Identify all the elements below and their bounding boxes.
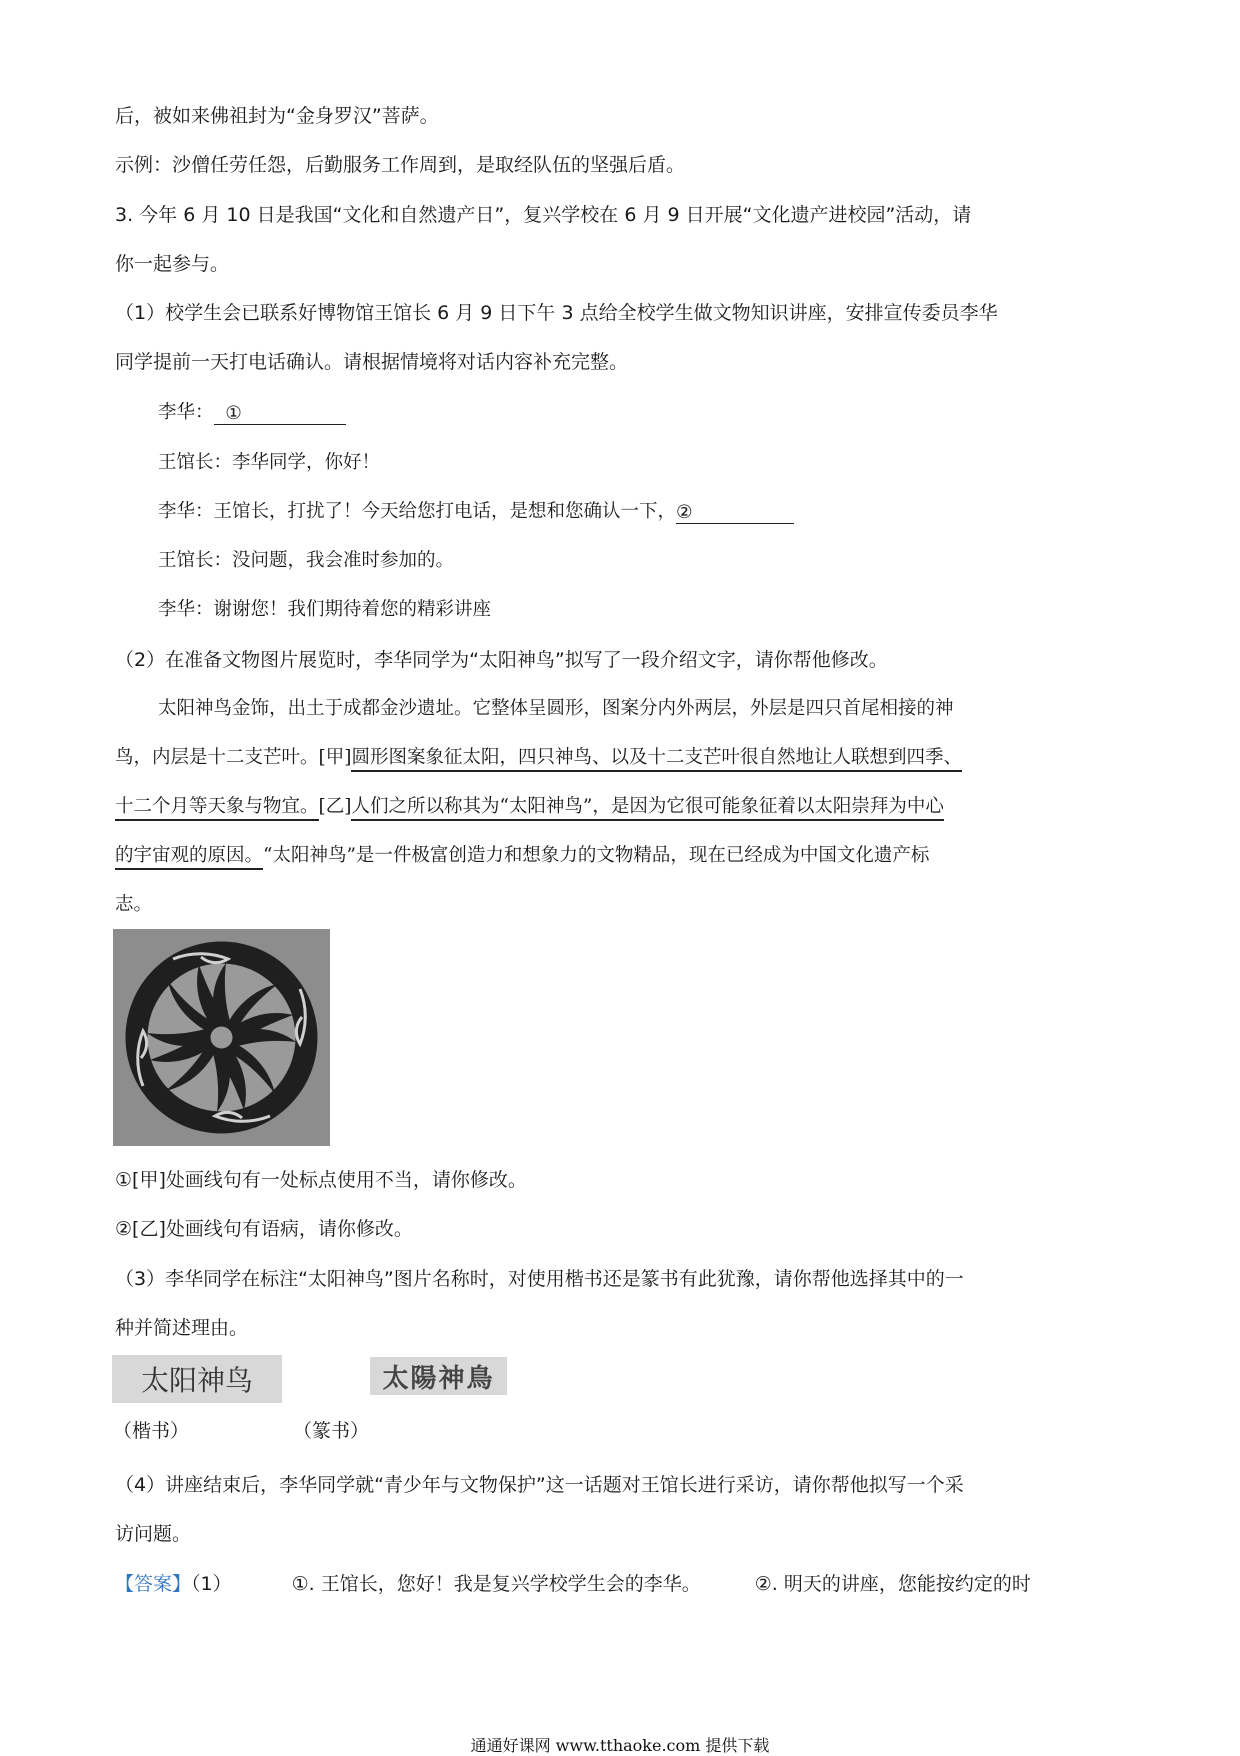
- kaishu-sample-text: 太阳神鸟: [140, 1364, 253, 1397]
- part-3-line: 种并简述理由。: [115, 1317, 249, 1339]
- passage-text: 鸟，内层是十二支芒叶。[甲]: [115, 747, 352, 768]
- dialogue-line-2: 王馆长：李华同学，你好！: [158, 452, 381, 473]
- part-4-line: （4）讲座结束后，李华同学就“青少年与文物保护”这一话题对王馆长进行采访，请你帮他拟写一个采: [115, 1474, 964, 1496]
- passage-line: [115, 746, 962, 770]
- answer-blank-1[interactable]: [214, 402, 346, 425]
- passage-line: [115, 844, 929, 868]
- passage-line: 太阳神鸟金饰，出土于成都金沙遗址。它整体呈圆形，图案分内外两层，外层是四只首尾相接的神: [158, 698, 954, 719]
- dialogue-line-1: [158, 401, 346, 425]
- underlined-sentence-yi: 人们之所以称其为“太阳神鸟”，是因为它很可能象征着以太阳崇拜为中心: [351, 796, 943, 821]
- passage-line: 志。: [115, 894, 153, 915]
- footer-text: 通通好课网 www.tthaoke.com 提供下载: [470, 1736, 770, 1755]
- question-3-line: 3. 今年 6 月 10 日是我国“文化和自然遗产日”，复兴学校在 6 月 9 日开展“文化遗产进校园”活动，请: [115, 204, 972, 226]
- answer-1: ①. 王馆长，您好！我是复兴学校学生会的李华。: [291, 1573, 701, 1595]
- dialogue-line-5: 李华：谢谢您！我们期待着您的精彩讲座: [158, 599, 492, 620]
- part-3-line: （3）李华同学在标注“太阳神鸟”图片名称时，对使用楷书还是篆书有此犹豫，请你帮他选择其中的一: [115, 1268, 964, 1290]
- text-line: 示例：沙僧任劳任怨，后勤服务工作周到，是取经队伍的坚强后盾。: [115, 154, 686, 176]
- kaishu-label: （楷书）: [113, 1420, 190, 1442]
- sun-bird-figure: [113, 929, 330, 1146]
- part-4-line: 访问题。: [115, 1523, 192, 1545]
- passage-mark: [乙]: [318, 796, 352, 817]
- zhuanshu-label: （篆书）: [293, 1420, 370, 1442]
- sun-bird-image: [113, 929, 330, 1146]
- text-line: 后，被如来佛祖封为“金身罗汉”菩萨。: [115, 105, 439, 127]
- question-3-line: 你一起参与。: [115, 253, 230, 275]
- question-yi: ②[乙]处画线句有语病，请你修改。: [115, 1218, 413, 1240]
- dialogue-line-4: 王馆长：没问题，我会准时参加的。: [158, 550, 455, 571]
- zhuanshu-sample-image: [370, 1357, 507, 1395]
- passage-text: “太阳神鸟”是一件极富创造力和想象力的文物精品，现在已经成为中国文化遗产标: [263, 845, 930, 866]
- blank-marker: ①: [225, 403, 242, 424]
- part-1-line: （1）校学生会已联系好博物馆王馆长 6 月 9 日下午 3 点给全校学生做文物知识讲座，安排宣传委员李华: [115, 302, 998, 324]
- passage-line: [115, 795, 944, 819]
- kaishu-sample-image: [112, 1355, 282, 1403]
- answer-number: （1）: [191, 1573, 232, 1595]
- dialogue-text: 李华：王馆长，打扰了！今天给您打电话，是想和您确认一下，: [158, 501, 677, 522]
- answer-2: ②. 明天的讲座，您能按约定的时: [754, 1573, 1031, 1595]
- underlined-sentence-jia: 圆形图案象征太阳，四只神鸟、以及十二支芒叶很自然地让人联想到四季、: [351, 747, 962, 772]
- question-jia: ①[甲]处画线句有一处标点使用不当，请你修改。: [115, 1169, 527, 1191]
- blank-marker: ②: [676, 502, 693, 523]
- underlined-sentence-jia: 十二个月等天象与物宜。: [115, 796, 319, 821]
- answer-line: [115, 1572, 1031, 1596]
- part-2-intro: （2）在准备文物图片展览时，李华同学为“太阳神鸟”拟写了一段介绍文字，请你帮他修改。: [115, 649, 888, 671]
- part-1-line: 同学提前一天打电话确认。请根据情境将对话内容补充完整。: [115, 351, 629, 373]
- speaker-label: 李华：: [158, 402, 214, 423]
- answer-tag: 【答案】: [115, 1573, 192, 1595]
- answer-blank-2[interactable]: [676, 501, 794, 524]
- dialogue-line-3: [158, 500, 794, 524]
- zhuanshu-sample-text: 太陽神鳥: [382, 1363, 495, 1394]
- underlined-sentence-yi: 的宇宙观的原因。: [115, 845, 263, 870]
